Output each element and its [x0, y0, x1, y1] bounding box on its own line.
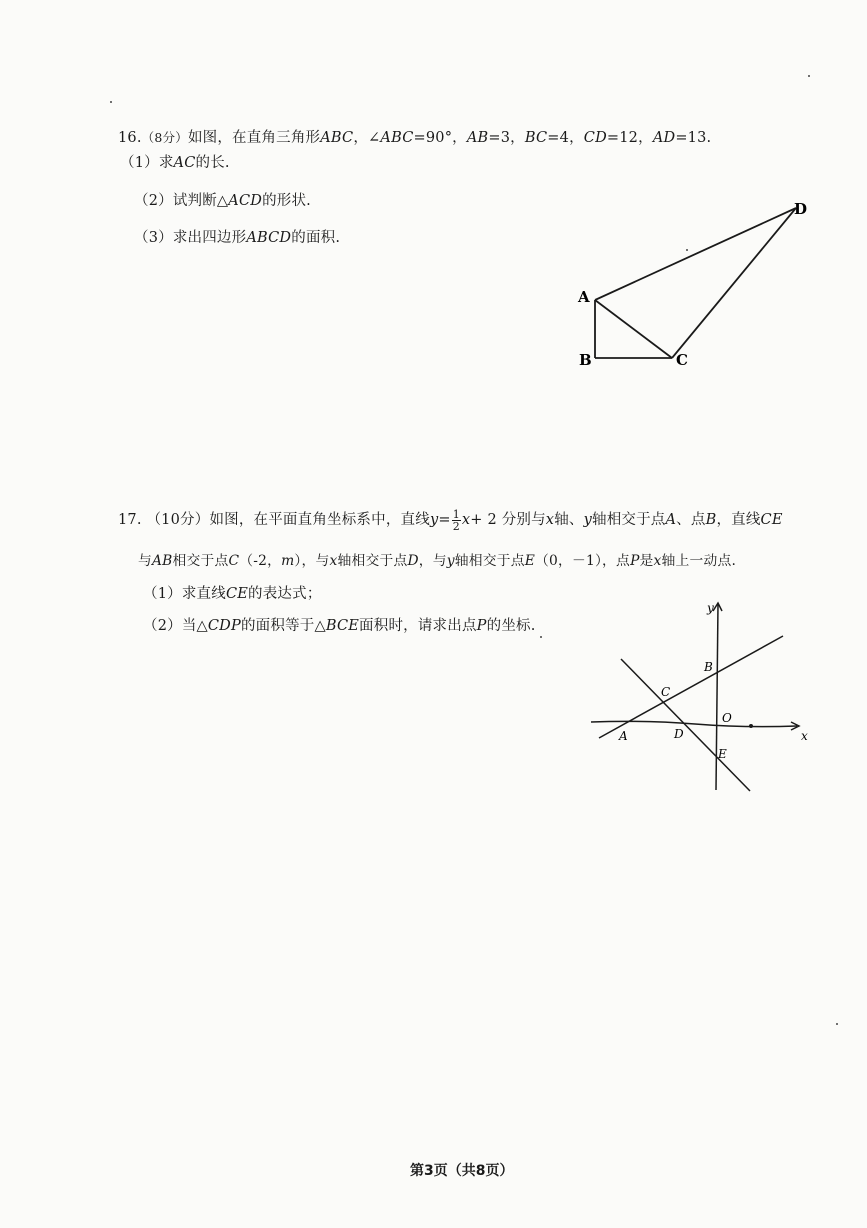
y-axis: [716, 604, 718, 790]
q16-text: ，∠: [353, 130, 381, 146]
axis-label-x: x: [801, 729, 808, 743]
q17-score: （10分）: [146, 512, 210, 528]
q17-var: x: [545, 512, 555, 528]
q17-part2-text: 的坐标.: [486, 618, 536, 634]
q16-var: AB: [466, 130, 489, 146]
q17-part2-var: CDP: [207, 618, 241, 634]
q17-var: C: [228, 553, 240, 569]
q17-part2: [143, 614, 536, 635]
axis-label-y: y: [707, 601, 714, 615]
q17-var: P: [630, 553, 640, 569]
q17-part2-text: （2）当△: [143, 618, 208, 634]
q17-part1-var: CE: [225, 586, 249, 602]
q16-part2-var: ACD: [228, 193, 263, 209]
scan-speck: [540, 636, 542, 638]
q16-text: =4，: [547, 130, 584, 146]
q16-part1: [120, 151, 230, 172]
q16-var: ABC: [380, 130, 414, 146]
q16-figure: [560, 190, 820, 375]
label-D: D: [794, 200, 808, 218]
q17-part2-var: P: [476, 618, 487, 634]
q17-text: 相交于点: [172, 553, 229, 569]
q16-var: BC: [524, 130, 548, 146]
q17-part2-var: BCE: [325, 618, 360, 634]
q17-text: 是: [639, 553, 654, 569]
fraction-one-half: [452, 509, 461, 532]
point-label-D: D: [674, 727, 684, 741]
q16-var: AD: [652, 130, 676, 146]
q16-part2: [134, 189, 311, 210]
frac-denominator: 2: [452, 519, 460, 533]
q17-number: 17.: [118, 512, 142, 528]
q17-text: + 2 分别与: [470, 512, 546, 528]
q17-text: 轴相交于点: [337, 553, 408, 569]
q16-part2-text: （2）试判断△: [134, 193, 229, 209]
q16-text: 如图，在直角三角形: [187, 130, 321, 146]
q17-text: 与: [138, 553, 152, 569]
point-label-A: A: [619, 729, 628, 743]
q17-part1-text: （1）求直线: [143, 586, 226, 602]
scan-speck: [836, 1023, 838, 1025]
tick-mark: [749, 724, 753, 728]
segment-AD: [595, 208, 796, 300]
q17-text: （-2，: [239, 553, 282, 569]
q17-var: E: [524, 553, 536, 569]
q17-var: y: [446, 553, 455, 569]
q17-line2: [138, 549, 736, 569]
q17-var: A: [665, 512, 677, 528]
line-CE: [621, 659, 750, 791]
label-B: B: [579, 351, 592, 369]
q17-var: CE: [760, 512, 783, 528]
q17-text: ），与: [294, 553, 330, 569]
q16-text: =90°，: [413, 130, 467, 146]
q16-text: =12，: [606, 130, 653, 146]
q17-text: ，与: [418, 553, 447, 569]
point-label-C: C: [661, 685, 671, 699]
q16-part1-text: （1）求: [120, 155, 174, 171]
q17-text: 轴上一动点.: [661, 553, 737, 569]
q17-var: y: [429, 512, 439, 528]
q17-text: 如图，在平面直角坐标系中，直线: [209, 512, 430, 528]
q16-part3-var: ABCD: [246, 230, 292, 246]
q17-text: 、点: [676, 512, 706, 528]
q16-part1-var: AC: [173, 155, 196, 171]
q16-var: ABC: [320, 130, 354, 146]
label-C: C: [676, 351, 688, 369]
q16-number: 16.: [118, 130, 142, 146]
q17-var: AB: [152, 553, 173, 569]
point-label-B: B: [704, 660, 713, 674]
segment-AC: [595, 300, 672, 358]
q17-line1: [118, 508, 783, 532]
q17-part2-text: 的面积等于△: [240, 618, 326, 634]
q16-stem: [118, 126, 711, 147]
q17-var: x: [461, 512, 471, 528]
q16-score: （8分）: [141, 130, 188, 145]
label-A: A: [578, 288, 590, 306]
frac-numerator: 1: [452, 507, 460, 521]
q17-text: （0，－1），点: [535, 553, 631, 569]
page-footer: 第3页（共8页）: [410, 1163, 514, 1179]
q17-var: x: [329, 553, 338, 569]
q17-text: =: [438, 512, 451, 528]
q17-text: ，直线: [716, 512, 761, 528]
q16-text: =3，: [488, 130, 525, 146]
q17-figure: [585, 595, 815, 800]
q16-part3: [134, 226, 340, 247]
q17-part2-text: 面积时，请求出点: [359, 618, 477, 634]
q17-text: 轴、: [554, 512, 584, 528]
q16-part2-text: 的形状.: [262, 193, 311, 209]
point-label-E: E: [718, 747, 727, 761]
q16-part3-text: 的面积.: [291, 230, 341, 246]
q17-var: B: [705, 512, 717, 528]
q16-var: CD: [583, 130, 607, 146]
q17-var: D: [407, 553, 419, 569]
segment-CD: [672, 208, 796, 358]
point-label-O: O: [722, 711, 732, 725]
scan-speck: [686, 249, 688, 251]
q16-part3-text: （3）求出四边形: [134, 230, 247, 246]
scan-speck: [110, 101, 112, 103]
q17-var: m: [281, 553, 295, 569]
q17-text: 轴相交于点: [592, 512, 666, 528]
q17-text: 轴相交于点: [454, 553, 525, 569]
q17-part1-text: 的表达式；: [248, 586, 322, 602]
q17-part1: [143, 582, 322, 603]
q16-text: =13.: [675, 130, 712, 146]
line-AB: [599, 636, 783, 738]
q16-part1-text: 的长.: [195, 155, 230, 171]
q17-var: y: [583, 512, 592, 528]
q17-var: x: [653, 553, 662, 569]
scan-speck: [808, 75, 810, 77]
